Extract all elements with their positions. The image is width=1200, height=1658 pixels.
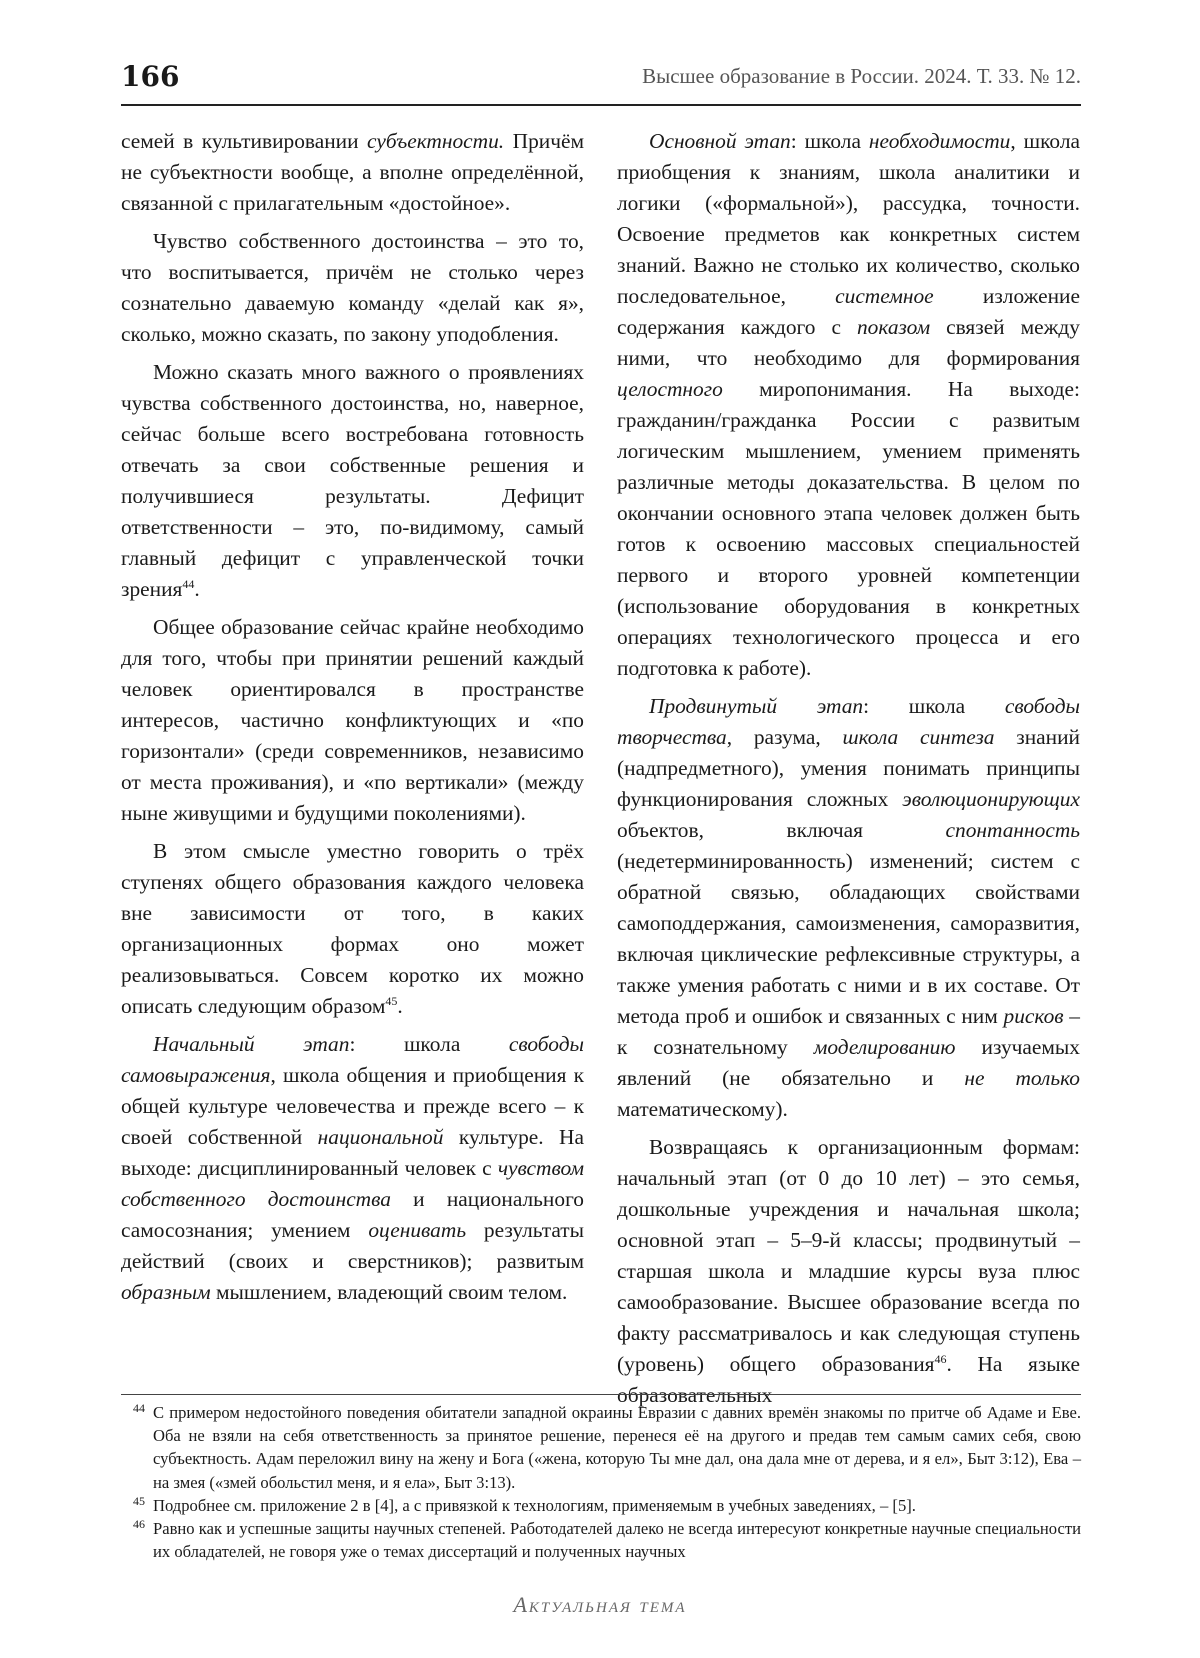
emphasis: целостного: [617, 377, 723, 401]
emphasis: субъектности.: [367, 129, 505, 153]
paragraph: Чувство собственного достоинства – это то, что воспитывается, причём не столько через сознательно даваемую команду «делай как я», сколько, можно сказать, по закону уподобления.: [121, 229, 584, 346]
page-number: 166: [121, 60, 180, 93]
paragraph: семей в культивировании субъектности. Причём не субъектности вообще, а вполне определённой, связанной с прилагательным «достойное».: [121, 129, 584, 215]
emphasis: эволюционирующих: [902, 787, 1080, 811]
footnote-number: 46: [133, 1517, 145, 1532]
emphasis: Продвинутый этап: [649, 694, 864, 718]
footnote-ref[interactable]: 45: [385, 993, 398, 1008]
emphasis: Основной этап: [649, 129, 791, 153]
footnote-ref[interactable]: 46: [934, 1351, 947, 1366]
emphasis: свободы самовыражения: [121, 1032, 584, 1087]
journal-running-head: Высшее образование в России. 2024. Т. 33. № 12.: [642, 64, 1081, 88]
footnote-ref[interactable]: 44: [182, 576, 195, 591]
footnote-number: 45: [133, 1493, 145, 1508]
section-title: Актуальная тема: [513, 1592, 687, 1617]
footnote-text: Равно как и успешные защиты научных степеней. Работодателей далеко не всегда интересуют конкретные научные специальности их обладателей, не говоря уже о темах диссертаций и полученных научных: [153, 1519, 1081, 1562]
right-column: [617, 126, 1080, 1418]
paragraph: Общее образование сейчас крайне необходимо для того, чтобы при принятии решений каждый человек ориентировался в пространстве интересов, частично конфликтующих и «по горизонтали» (среди современников, независимо от места проживания), и «по вертикали» (между ныне живущими и будущими поколениями).: [121, 615, 584, 825]
emphasis: спонтанность: [945, 818, 1080, 842]
paragraph: Можно сказать много важного о проявлениях чувства собственного достоинства, но, наверное, сейчас больше всего востребована готовность отвечать за свои собственные решения и получившиеся результаты. Дефицит ответственности – это, по-видимому, самый главный дефицит с управленческой точки зрения$^{44}$.: [121, 360, 584, 601]
footnotes: [121, 1394, 1081, 1563]
footnote: [121, 1401, 1081, 1494]
emphasis: чувством собственного достоинства: [121, 1156, 584, 1211]
paragraph: Основной этап: школа необходимости, школа приобщения к знаниям, школа аналитики и логики («формальной»), рассудка, точности. Освоение предметов как конкретных систем знаний. Важно не столько их количество, сколько последовательное, системное изложение содержания каждого с показом связей между ними, что необходимо для формирования целостного миропонимания. На выходе: гражданин/гражданка России с развитым логическим мышлением, умением применять различные методы доказательства. В целом по окончании основного этапа человек должен быть готов к освоению массовых специальностей первого и второго уровней компетенции (использование оборудования в конкретных операциях технологического процесса и его подготовка к работе).: [617, 129, 1080, 680]
paragraph: Возвращаясь к организационным формам: начальный этап (от 0 до 10 лет) – это семья, дошкольные учреждения и начальная школа; основной этап – 5–9-й классы; продвинутый – старшая школа и младшие курсы вуза плюс самообразование. Высшее образование всегда по факту рассматривалось и как следующая ступень (уровень) общего образования$^{46}$. На языке образовательных: [617, 1135, 1081, 1407]
emphasis: показом: [856, 315, 931, 339]
emphasis: моделированию: [813, 1035, 956, 1059]
footnote-number: 44: [133, 1401, 145, 1415]
emphasis: необходимости: [868, 129, 1011, 153]
emphasis: системное: [835, 284, 934, 308]
left-column: [121, 126, 584, 1315]
footnote-text: Подробнее см. приложение 2 в [4], а с привязкой к технологиям, применяемым в учебных заведениях, – [5].: [153, 1495, 916, 1515]
emphasis: рисков: [1003, 1004, 1064, 1028]
emphasis: школа синтеза: [842, 725, 995, 749]
emphasis: образным: [121, 1280, 211, 1304]
footnote-text: С примером недостойного поведения обитатели западной окраины Евразии с давних времён знакомы по притче об Адаме и Еве. Оба не взяли на себя ответственность за принятое решение, перенеся её на другого и предав тем самым самих себя, свою субъектность. Адам переложил вину на жену и Бога («жена, которую Ты мне дал, она дала мне от дерева, и я ел», Быт 3:12), Ева – на змея («змей обольстил меня, и я ела», Быт 3:13).: [153, 1403, 1081, 1492]
emphasis: не только: [964, 1066, 1080, 1090]
paragraph: В этом смысле уместно говорить о трёх ступенях общего образования каждого человека вне зависимости от того, в каких организационных формах оно может реализовываться. Совсем коротко их можно описать следующим образом$^{45}$.: [121, 839, 584, 1018]
emphasis: оценивать: [368, 1218, 467, 1242]
emphasis: национальной: [317, 1125, 444, 1149]
paragraph: Начальный этап: школа свободы самовыражения, школа общения и приобщения к общей культуре человечества и прежде всего – к своей собственной национальной культуре. На выходе: дисциплинированный человек с чувством собственного достоинства и национального самосознания; умением оценивать результаты действий (своих и сверстников); развитым образным мышлением, владеющий своим телом.: [121, 1032, 585, 1304]
footnote: [121, 1494, 1081, 1517]
emphasis: свободы творчества: [617, 694, 1080, 749]
page-header: [121, 58, 1081, 106]
paragraph: Продвинутый этап: школа свободы творчества, разума, школа синтеза знаний (надпредметного), умения понимать принципы функционирования сложных эволюционирующих объектов, включая спонтанность (недетерминированность) изменений; систем с обратной связью, обладающих свойствами самоподдержания, самоизменения, саморазвития, включая циклические рефлексивные структуры, а также умения работать с ними и в их составе. От метода проб и ошибок и связанных с ним рисков – к сознательному моделированию изучаемых явлений (не обязательно и не только математическому).: [617, 694, 1080, 1121]
footnote: [121, 1517, 1081, 1563]
emphasis: Начальный этап: [153, 1032, 350, 1056]
